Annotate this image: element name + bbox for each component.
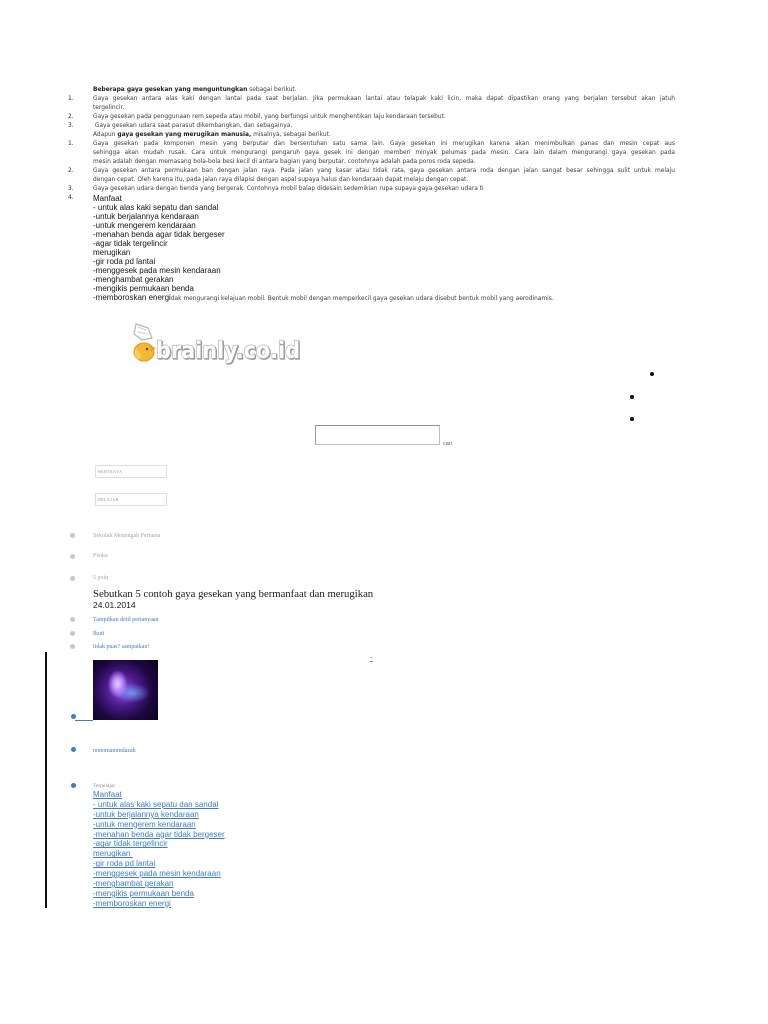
benefit-item-2-line-1: Gaya gesekan pada penggunaan rem sepeda atau mobil, yang berfungsi untuk menghentikan laju kendaraan tersebut. bbox=[93, 114, 446, 120]
show-question-details-link[interactable]: Tampilkan detil pertanyaan bbox=[93, 617, 159, 623]
list-bullet-icon bbox=[71, 783, 76, 788]
benefits-heading-text bbox=[93, 86, 297, 95]
answer-line[interactable]: Manfaat bbox=[93, 790, 122, 799]
pasted-answer-line: -agar tidak tergelincir bbox=[93, 239, 168, 248]
harm-item-1-cont bbox=[0, 158, 768, 167]
pasted-answer-last-text bbox=[93, 293, 554, 302]
benefits-heading bbox=[0, 86, 768, 95]
answer-line[interactable]: -menghambat gerakan bbox=[93, 879, 174, 889]
benefits-heading-bold: Beberapa gaya gesekan yang menguntungkan bbox=[93, 87, 248, 93]
answer-line[interactable]: -agar tidak tergelincir bbox=[93, 839, 168, 849]
list-bullet-icon bbox=[70, 554, 75, 559]
pasted-answer-line: - untuk alas kaki sepatu dan sandal bbox=[93, 203, 219, 212]
question-title: Sebutkan 5 contoh gaya gesekan yang bermanfaat dan merugikan bbox=[93, 587, 374, 600]
report-link[interactable]: tidak puas? sampaikan! bbox=[93, 644, 150, 650]
benefit-item-1-cont bbox=[0, 104, 768, 113]
list-bullet-icon bbox=[70, 644, 75, 649]
pasted-answer-line: merugikan bbox=[93, 248, 131, 257]
answer-line[interactable]: merugikan bbox=[93, 849, 133, 859]
search-input[interactable] bbox=[315, 425, 440, 445]
benefit-item-3-line-1: Gaya gesekan udara saat parasut dikembangkan, dan sebagainya. bbox=[93, 123, 293, 129]
pasted-answer-line: -mengikis permukaan benda bbox=[93, 284, 194, 293]
harm-item-2-line-1: Gaya gesekan antara permukaan ban dengan jalan raya. Pada jalan yang kasar atau tidak rata, gaya gesekan antara roda dengan jalan sangat besar sehingga sulit untuk melaju bbox=[93, 168, 675, 174]
pasted-answer-line: -menahan benda agar tidak bergeser bbox=[93, 230, 225, 239]
harm-item-1-cont bbox=[0, 149, 768, 158]
answer-author-link[interactable]: nonomamindazah bbox=[93, 748, 136, 754]
harm-item-3 bbox=[0, 185, 768, 194]
search-button[interactable]: cari bbox=[443, 441, 452, 447]
benefit-item-3 bbox=[0, 122, 768, 131]
pasted-answer-line: -menghambat gerakan bbox=[93, 275, 174, 284]
list-number: 2. bbox=[68, 114, 74, 120]
answer-line[interactable]: - untuk alas kaki sepatu dan sandal bbox=[93, 799, 219, 809]
pasted-answer-last-line bbox=[0, 293, 768, 302]
harms-heading-post: misalnya, sebagai berikut. bbox=[251, 132, 331, 138]
answer-body bbox=[93, 790, 225, 909]
ask-button[interactable]: BERTANYA bbox=[95, 465, 167, 478]
dash-link[interactable]: - bbox=[370, 653, 373, 662]
points-label: 5 poin bbox=[93, 575, 109, 581]
bird-mascot-icon bbox=[134, 324, 156, 361]
avatar-link-underline bbox=[75, 720, 93, 721]
harm-item-2 bbox=[0, 167, 768, 176]
pasted-answer-item bbox=[0, 194, 768, 203]
pasted-article bbox=[0, 86, 768, 302]
list-number: 3. bbox=[68, 123, 74, 129]
subject-link[interactable]: Fisika bbox=[93, 553, 108, 559]
author-rank: Terpelajar bbox=[93, 782, 116, 789]
nav-bullet-icon bbox=[630, 395, 634, 399]
harms-heading-pre: Adapun bbox=[93, 132, 118, 138]
nav-bullet-icon bbox=[630, 417, 634, 421]
list-bullet-icon bbox=[70, 631, 75, 636]
list-bullet-icon bbox=[71, 714, 76, 719]
list-number: 2. bbox=[68, 168, 74, 174]
harm-item-1-line-3: mesin adalah dengan memasang bola-bola besi kecil di antara bagian yang berputar, contohnya adalah pada poros roda sepeda. bbox=[93, 159, 476, 165]
list-number: 3. bbox=[68, 186, 74, 192]
list-number: 1. bbox=[68, 141, 74, 147]
learn-button[interactable]: BELAJAR bbox=[95, 493, 167, 506]
pasted-answer-line: -memboroskan energi bbox=[93, 293, 171, 302]
question-date: 24.01.2014 bbox=[93, 600, 136, 610]
list-bullet-icon bbox=[70, 617, 75, 622]
benefit-item-1-line-2: tergelincir. bbox=[93, 105, 125, 111]
pasted-answer-line: Manfaat bbox=[93, 194, 122, 203]
list-bullet-icon bbox=[70, 576, 75, 581]
nav-bullet-icon bbox=[650, 372, 654, 376]
harm-item-1-line-1: Gaya gesekan pada komponen mesin yang berputar dan bersentuhan satu sama lain. Gaya gesekan ini merugikan karena akan menimbulkan panas dan mesin cepat aus bbox=[93, 141, 675, 147]
harm-item-1-line-2: sehingga akan mudah rusak. Cara untuk mengurangi pengaruh gaya gesek ini dengan memberi minyak pelumas pada mesin. Cara lain dalam mengurangi gaya gesekan pada bbox=[93, 150, 675, 156]
pasted-answer-line: -untuk mengerem kendaraan bbox=[93, 221, 196, 230]
answer-divider bbox=[45, 652, 47, 908]
benefit-item-1 bbox=[0, 95, 768, 104]
harm-item-1 bbox=[0, 140, 768, 149]
harm-item-2-line-2: dengan cepat. Oleh karena itu, pada jalan raya dilapisi dengan aspal supaya halus dan kendaraan dapat melaju dengan cepat. bbox=[93, 177, 469, 183]
harm-item-3-line-1: Gaya gesekan udara dengan benda yang bergerak. Contohnya mobil balap didesain sedemikian rupa supaya gaya gesekan udara ti bbox=[93, 186, 484, 192]
harms-heading-text bbox=[93, 131, 331, 140]
answer-line[interactable]: -untuk berjalannya kendaraan bbox=[93, 809, 199, 819]
brainly-logo bbox=[126, 318, 306, 368]
pasted-answer-line: -gir roda pd lantai bbox=[93, 257, 156, 266]
school-level-link[interactable]: Sekolah Menengah Pertama bbox=[93, 533, 161, 539]
pasted-answer-tail: dak mengurangi kelajuan mobil. Bentuk mobil dengan memperkecil gaya gesekan udara disebut bentuk mobil yang aerodinamis. bbox=[170, 296, 554, 302]
pasted-answer-line: -menggesek pada mesin kendaraan bbox=[93, 266, 221, 275]
list-bullet-icon bbox=[71, 747, 76, 752]
list-number: 4. bbox=[68, 195, 74, 201]
benefit-item-2 bbox=[0, 113, 768, 122]
pasted-answer-line: -untuk berjalannya kendaraan bbox=[93, 212, 199, 221]
answer-line[interactable]: -mengikis permukaan benda bbox=[93, 888, 194, 898]
answer-line[interactable]: -menggesek pada mesin kendaraan bbox=[93, 869, 221, 879]
follow-link[interactable]: Ikuti bbox=[93, 631, 105, 637]
list-bullet-icon bbox=[70, 533, 75, 538]
brainly-logo-link[interactable] bbox=[126, 318, 306, 368]
list-number: 1. bbox=[68, 96, 74, 102]
benefit-item-1-line-1: Gaya gesekan antara alas kaki dengan lantai pada saat berjalan. Jika permukaan lantai atau telapak kaki licin, maka dapat dipastikan orang yang berjalan tersebut akan jatuh bbox=[93, 96, 675, 102]
benefits-heading-rest: sebagai berikut. bbox=[247, 87, 297, 93]
harm-item-2-cont bbox=[0, 176, 768, 185]
answerer-avatar[interactable] bbox=[93, 660, 158, 720]
answer-line[interactable]: -menahan benda agar tidak bergeser bbox=[93, 829, 225, 839]
answer-line[interactable]: -gir roda pd lantai bbox=[93, 859, 156, 869]
logo-wordmark: brainly.co.id bbox=[156, 338, 300, 364]
answer-line[interactable]: -untuk mengerem kendaraan bbox=[93, 819, 196, 829]
answer-line[interactable]: -memboroskan energi bbox=[93, 898, 171, 908]
harms-heading bbox=[0, 131, 768, 140]
harms-heading-bold: gaya gesekan yang merugikan manusia, bbox=[117, 132, 252, 138]
